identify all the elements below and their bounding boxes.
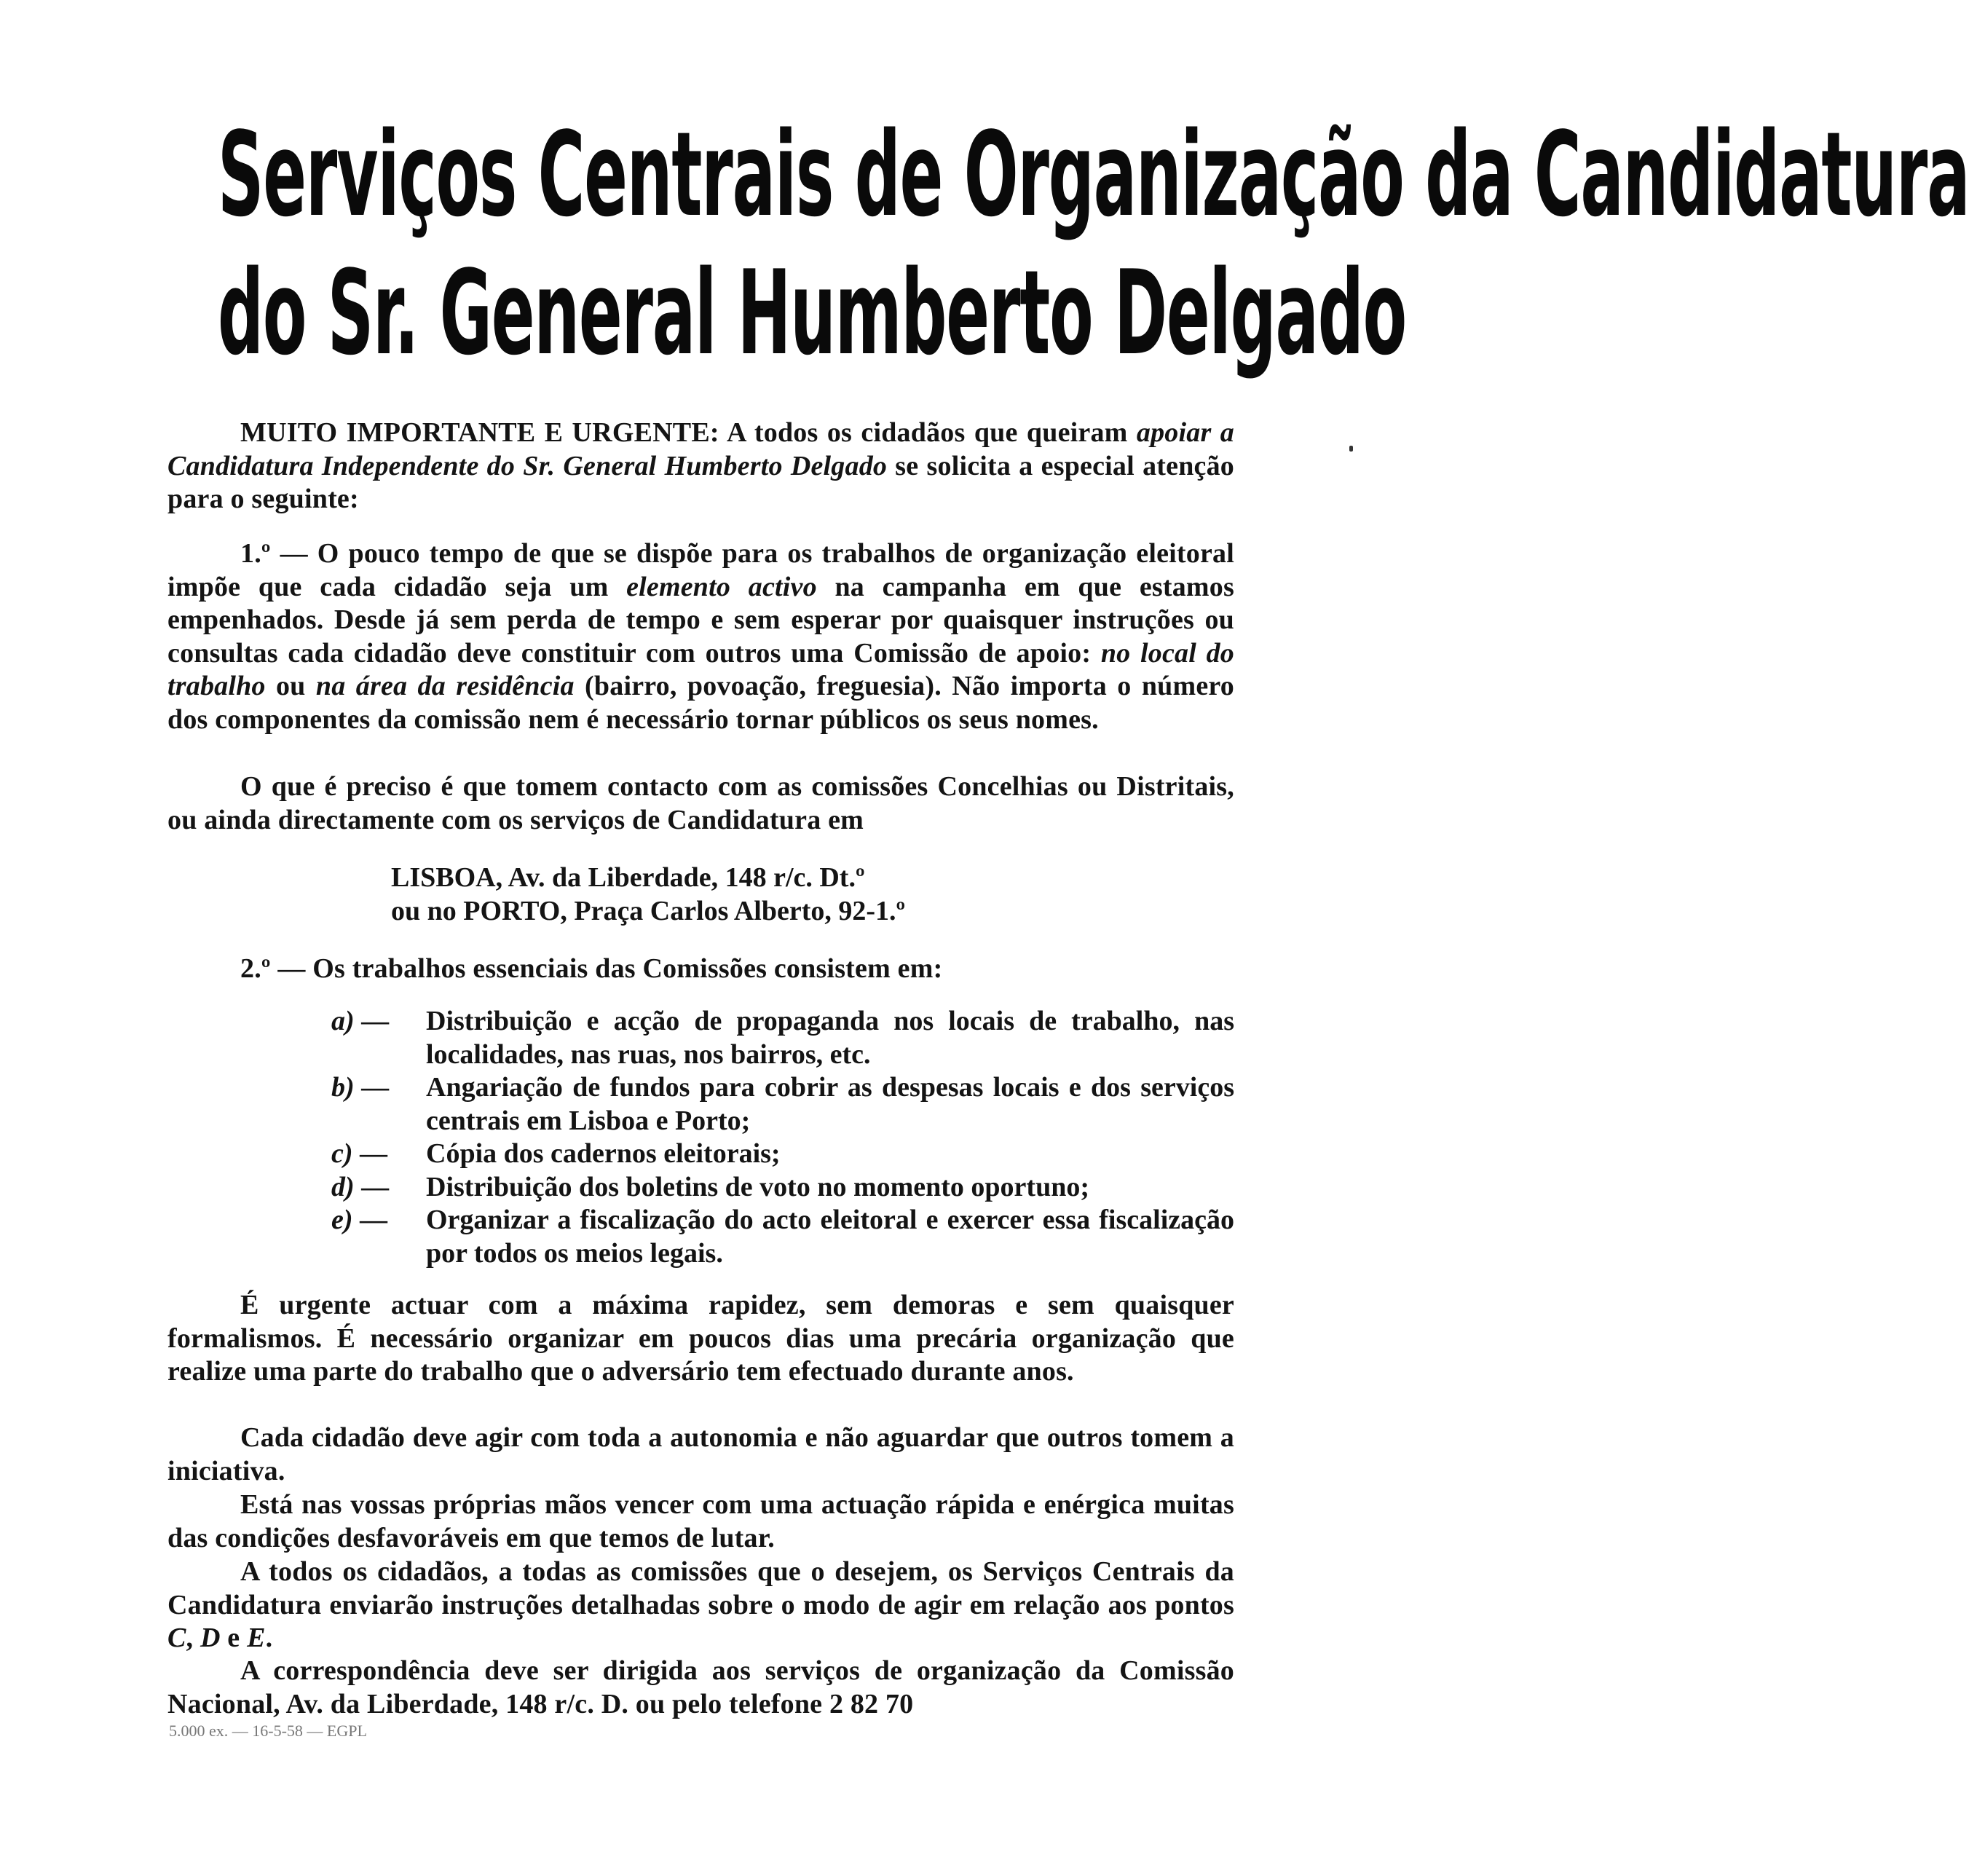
task-item-c [331, 1138, 1234, 1171]
task-dash: — [354, 1006, 390, 1036]
task-item-e [331, 1204, 1234, 1270]
closing-p4-end: . [265, 1623, 273, 1653]
task-dash: — [354, 1072, 390, 1103]
task-letter: d) [331, 1171, 355, 1202]
closing-p4-point-d: D [200, 1623, 221, 1653]
closing-paragraph-1: É urgente actuar com a máxima rapidez, sem demoras e sem quaisquer formalismos. É necessário organizar em poucos dias uma precária organização que realize uma parte do trabalho que o adversário tem efectuado durante anos. [167, 1290, 1234, 1387]
point-1-text-4: (bairro, povoação, freguesia). Não importa o número dos componentes da comissão nem é necessário tornar públicos os seus nomes. [167, 671, 1234, 735]
closing-paragraph-4 [167, 1556, 1234, 1655]
point-2-label: 2.º — [240, 953, 313, 984]
address-porto: ou no PORTO, Praça Carlos Alberto, 92-1.º [391, 896, 906, 926]
point-1-text-3: ou [265, 671, 316, 701]
task-text: Organizar a fiscalização do acto eleitoral e exercer essa fiscalização por todos os meios legais. [426, 1205, 1234, 1269]
task-text: Distribuição dos boletins de voto no momento oportuno; [426, 1171, 1089, 1202]
closing-p4-sep-2: e [220, 1623, 248, 1653]
intro-text-2: se solicita a especial atenção para o seguinte: [167, 450, 1234, 514]
closing-p4-point-c: C [167, 1623, 186, 1653]
task-item-d [331, 1171, 1234, 1205]
point-1-label: 1.º — [240, 538, 317, 569]
point-2-paragraph [167, 953, 1234, 986]
printer-imprint: 5.000 ex. — 16-5-58 — EGPL [169, 1722, 367, 1740]
task-list [331, 1005, 1234, 1270]
intro-paragraph [167, 417, 1234, 516]
task-item-a [331, 1005, 1234, 1071]
closing-paragraph-3: Está nas vossas próprias mãos vencer com uma actuação rápida e enérgica muitas das condições desfavoráveis em que temos de lutar. [167, 1489, 1234, 1553]
point-1-paragraph [167, 537, 1234, 736]
intro-italic: apoiar a Candidatura Independente do Sr. General Humberto Delgado [167, 417, 1234, 481]
task-dash: — [352, 1205, 388, 1235]
task-letter: b) [331, 1072, 355, 1103]
closing-p4-point-e: E [247, 1623, 266, 1653]
task-text: Distribuição e acção de propaganda nos locais de trabalho, nas localidades, nas ruas, nos bairros, etc. [426, 1006, 1234, 1070]
point-1-italic-2: no local do trabalho [167, 637, 1234, 701]
point-1-text-1: O pouco tempo de que se dispõe para os trabalhos de organização eleitoral impõe que cada cidadão seja um [167, 538, 1234, 602]
task-item-b [331, 1071, 1234, 1138]
task-dash: — [352, 1138, 388, 1169]
headline-line-2: do Sr. General Humberto Delgado [218, 245, 1407, 381]
task-letter: a) [331, 1006, 355, 1036]
point-1-italic-3: na área da residência [315, 671, 575, 701]
closing-p4-sep-1: , [186, 1623, 200, 1653]
closing-paragraph-2: Cada cidadão deve agir com toda a autonomia e não aguardar que outros tomem a iniciativa. [167, 1422, 1234, 1486]
task-text: Angariação de fundos para cobrir as despesas locais e dos serviços centrais em Lisboa e Porto; [426, 1072, 1234, 1136]
task-letter: c) [331, 1138, 353, 1169]
point-2-text: Os trabalhos essenciais das Comissões consistem em: [312, 953, 943, 984]
task-letter: e) [331, 1205, 353, 1235]
ink-speck [1349, 446, 1353, 452]
task-text: Cópia dos cadernos eleitorais; [426, 1138, 781, 1169]
headline-line-1: Serviços Centrais de Organização da Candidatura [218, 106, 1969, 243]
closing-p4-text: A todos os cidadãos, a todas as comissões que o desejem, os Serviços Centrais da Candidatura enviarão instruções detalhadas sobre o modo de agir em relação aos pontos [167, 1556, 1234, 1620]
intro-lead: MUITO IMPORTANTE E URGENTE: [240, 417, 719, 448]
point-1-text-2: na campanha em que estamos empenhados. Desde já sem perda de tempo e sem esperar por quaisquer instruções ou consultas cada cidadão deve constituir com outros uma Comissão de apoio: [167, 571, 1234, 669]
point-1b-paragraph: O que é preciso é que tomem contacto com as comissões Concelhias ou Distritais, ou ainda directamente com os serviços de Candidatura em [167, 771, 1234, 835]
address-lisboa: LISBOA, Av. da Liberdade, 148 r/c. Dt.º [391, 862, 865, 893]
closing-paragraph-5: A correspondência deve ser dirigida aos serviços de organização da Comissão Nacional, Av. da Liberdade, 148 r/c. D. ou pelo telefone 2 82 70 [167, 1655, 1234, 1719]
point-1-italic-1: elemento activo [626, 571, 817, 602]
intro-text-1: A todos os cidadãos que queiram [719, 417, 1137, 448]
task-dash: — [354, 1171, 390, 1202]
